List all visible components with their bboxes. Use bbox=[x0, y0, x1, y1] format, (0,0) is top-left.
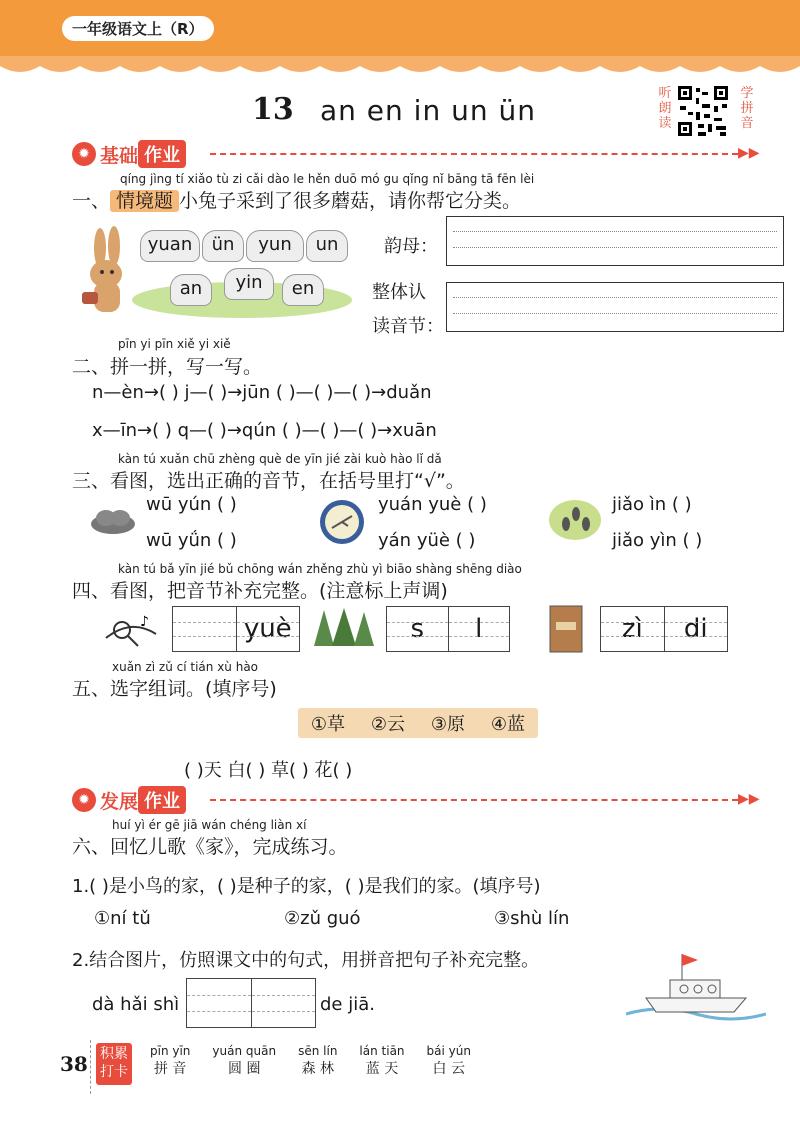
accumulate-badge bbox=[96, 1043, 132, 1085]
mushroom-item: an bbox=[170, 274, 212, 306]
section-divider bbox=[210, 153, 738, 155]
section-basic-label: 基础 bbox=[100, 144, 139, 167]
sentence-answer-grid[interactable] bbox=[186, 978, 316, 1028]
q6-sentence-end: de jiā. bbox=[320, 994, 375, 1015]
grid-cell[interactable]: s bbox=[387, 607, 449, 651]
cloud-picture bbox=[88, 506, 138, 536]
zhengti-answer-box[interactable] bbox=[446, 282, 784, 332]
grid-cell[interactable]: yuè bbox=[237, 607, 300, 651]
ship-picture bbox=[626, 948, 766, 1026]
label-zhengti-1: 整体认 bbox=[372, 282, 426, 303]
q6-option: ③shù lín bbox=[494, 908, 570, 929]
grade-tag: 一年级语文上（R） bbox=[62, 16, 214, 41]
q2-row2[interactable]: x—īn→( ) q—( )→qún ( )—( )—( )→xuān bbox=[92, 420, 437, 441]
q3-pinyin: kàn tú xuǎn chū zhèng què de yīn jié zài kuò hào lǐ dǎ bbox=[118, 452, 442, 466]
q5-title: 五、选字组词。(填序号) bbox=[72, 678, 277, 700]
q1-text: 小兔子采到了很多蘑菇，请你帮它分类。 bbox=[179, 190, 522, 212]
q4-title: 四、看图，把音节补充完整。(注意标上声调) bbox=[72, 580, 448, 602]
label-yunmu: 韵母： bbox=[384, 236, 438, 257]
dictionary-picture bbox=[546, 604, 586, 654]
q3-option[interactable]: jiǎo yìn ( ) bbox=[612, 530, 703, 551]
forest-picture bbox=[312, 606, 376, 650]
q6-title: 六、回忆儿歌《家》，完成练习。 bbox=[72, 836, 348, 858]
section-basic-header bbox=[72, 140, 186, 168]
qr-code-icon[interactable] bbox=[676, 84, 730, 138]
q6-sub2: 2.结合图片，仿照课文中的句式，用拼音把句子补充完整。 bbox=[72, 950, 540, 971]
q3-option[interactable]: wū yún ( ) bbox=[146, 494, 237, 515]
q3-option[interactable]: yuán yuè ( ) bbox=[378, 494, 487, 515]
syllable-grid-3[interactable] bbox=[600, 606, 728, 652]
syllable-grid-2[interactable] bbox=[386, 606, 510, 652]
q3-option[interactable]: yán yüè ( ) bbox=[378, 530, 476, 551]
lightbulb-icon: ✹ bbox=[72, 142, 96, 166]
label-zhengti-2: 读音节： bbox=[372, 316, 444, 337]
q6-sentence-start: dà hǎi shì bbox=[92, 994, 180, 1015]
lesson-number: 13 bbox=[252, 92, 294, 127]
grid-cell[interactable] bbox=[252, 979, 316, 1027]
q6-pinyin: huí yì ér gē jiā wán chéng liàn xí bbox=[112, 818, 307, 832]
q1-title bbox=[72, 186, 521, 213]
q5-blanks[interactable]: ( )天 白( ) 草( ) 花( ) bbox=[184, 760, 353, 781]
moon-picture bbox=[318, 498, 366, 546]
q2-title: 二、拼一拼，写一写。 bbox=[72, 356, 263, 378]
scenario-tag: 情境题 bbox=[110, 190, 179, 212]
svg-text:♪: ♪ bbox=[140, 614, 149, 630]
listen-label: 听朗读 bbox=[658, 86, 672, 131]
section-divider bbox=[210, 799, 738, 801]
vocabulary-list bbox=[150, 1044, 471, 1078]
grid-cell[interactable]: zì bbox=[601, 607, 665, 651]
lesson-title: an en in un ün bbox=[320, 94, 536, 127]
choice-item: ②云 bbox=[370, 714, 406, 735]
double-arrow-icon: ▶▶ bbox=[738, 791, 760, 807]
badge-line: 打卡 bbox=[100, 1064, 128, 1080]
mushroom-item: ün bbox=[202, 230, 244, 262]
q6-option: ②zǔ guó bbox=[284, 908, 361, 929]
choice-item: ①草 bbox=[310, 714, 346, 735]
banner-wave bbox=[0, 56, 800, 78]
q2-pinyin: pīn yi pīn xiě yi xiě bbox=[118, 337, 231, 351]
section-dev-header bbox=[72, 786, 186, 814]
q1-number: 一、 bbox=[72, 190, 111, 212]
choice-item: ③原 bbox=[430, 714, 466, 735]
character-choices bbox=[298, 708, 538, 738]
footprint-picture bbox=[548, 498, 602, 542]
grid-cell[interactable] bbox=[173, 607, 237, 651]
vocab-item: yuán quān 圆 圈 bbox=[212, 1044, 277, 1077]
learn-label: 学拼音 bbox=[740, 86, 754, 131]
q4-pinyin: kàn tú bǎ yīn jié bǔ chōng wán zhěng zhù yì biāo shàng shēng diào bbox=[118, 562, 522, 576]
mushroom-item: yin bbox=[224, 268, 274, 300]
q5-pinyin: xuǎn zì zǔ cí tián xù hào bbox=[112, 660, 259, 674]
mushroom-item: yuan bbox=[140, 230, 200, 262]
q6-sub1[interactable]: 1.( )是小鸟的家，( )是种子的家，( )是我们的家。(填序号) bbox=[72, 876, 541, 897]
section-basic-tag: 作业 bbox=[138, 140, 186, 168]
mushroom-item: un bbox=[306, 230, 348, 262]
lightbulb-icon: ✹ bbox=[72, 788, 96, 812]
vocab-item: sēn lín 森 林 bbox=[298, 1044, 338, 1077]
badge-line: 积累 bbox=[100, 1046, 128, 1062]
q3-option[interactable]: jiǎo ìn ( ) bbox=[612, 494, 692, 515]
music-picture bbox=[104, 608, 158, 652]
q2-row1[interactable]: n—èn→( ) j—( )→jūn ( )—( )—( )→duǎn bbox=[92, 382, 432, 403]
vocab-item: bái yún 白 云 bbox=[426, 1044, 471, 1077]
vocab-item: pīn yīn 拼 音 bbox=[150, 1044, 191, 1077]
yunmu-answer-box[interactable] bbox=[446, 216, 784, 266]
section-dev-tag: 作业 bbox=[138, 786, 186, 814]
q6-option: ①ní tǔ bbox=[94, 908, 151, 929]
q3-title: 三、看图，选出正确的音节，在括号里打“√”。 bbox=[72, 470, 465, 492]
double-arrow-icon: ▶▶ bbox=[738, 145, 760, 161]
section-dev-label: 发展 bbox=[100, 790, 139, 813]
mushroom-item: en bbox=[282, 274, 324, 306]
mushroom-item: yun bbox=[246, 230, 304, 262]
choice-item: ④蓝 bbox=[490, 714, 526, 735]
grid-cell[interactable]: l bbox=[449, 607, 510, 651]
mushroom-grid bbox=[140, 230, 356, 310]
vocab-item: lán tiān 蓝 天 bbox=[359, 1044, 405, 1077]
syllable-grid-1[interactable] bbox=[172, 606, 300, 652]
q3-option[interactable]: wū yǘn ( ) bbox=[146, 530, 237, 551]
footer-divider bbox=[90, 1040, 91, 1094]
grid-cell[interactable] bbox=[187, 979, 252, 1027]
q1-pinyin: qíng jìng tí xiǎo tù zi cǎi dào le hěn duō mó gu qǐng nǐ bāng tā fēn lèi bbox=[120, 172, 535, 186]
grid-cell[interactable]: di bbox=[665, 607, 728, 651]
page-number: 38 bbox=[60, 1052, 88, 1076]
